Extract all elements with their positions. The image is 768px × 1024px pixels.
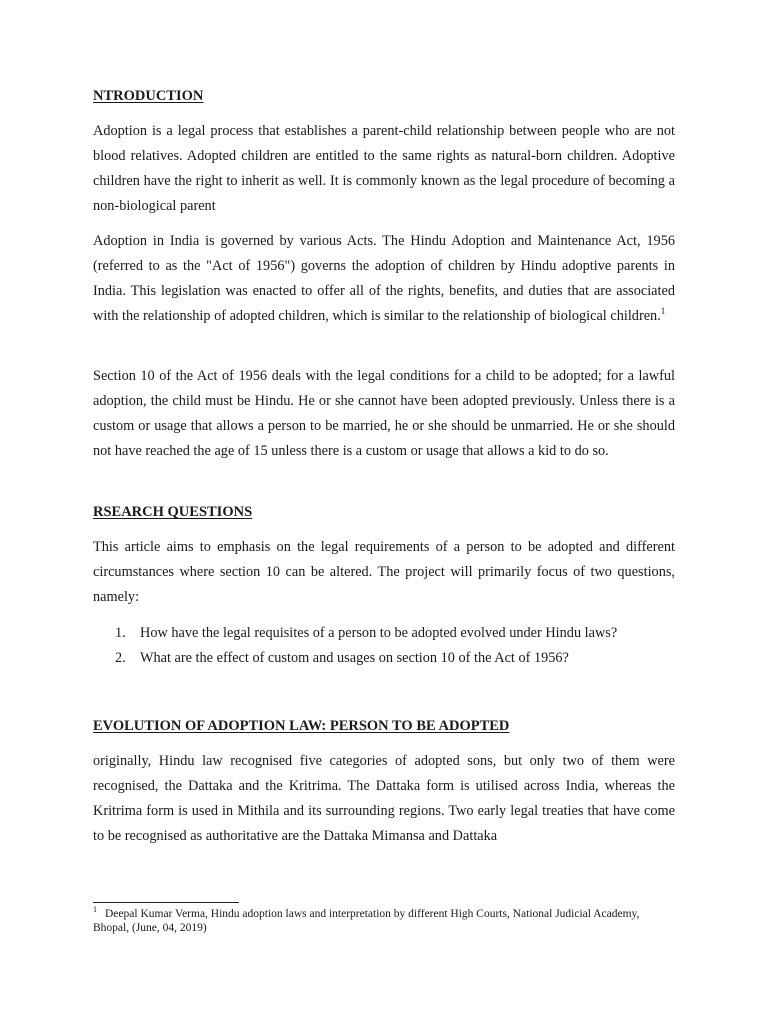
footnote-separator xyxy=(93,902,239,903)
introduction-heading: NTRODUCTION xyxy=(93,88,204,104)
intro-paragraph-2-text: Adoption in India is governed by various Acts. The Hindu Adoption and Maintenance Act, 1956 (referred to as the "Act of 1956") governs the adoption of children by Hindu adoptive parents in India. This legislation was enacted to offer all of the rights, benefits, and duties that are associated with the relationship of adopted children, which is similar to the relationship of biological children. xyxy=(93,233,675,324)
list-item xyxy=(93,646,675,671)
footnote-reference[interactable]: 1 xyxy=(660,306,666,317)
research-intro-paragraph: This article aims to emphasis on the legal requirements of a person to be adopted and different circumstances where section 10 can be altered. The project will primarily focus of two questions, namely: xyxy=(93,539,675,605)
list-item xyxy=(93,621,675,646)
list-item-text: What are the effect of custom and usages on section 10 of the Act of 1956? xyxy=(140,650,569,666)
footnote-text: Deepal Kumar Verma, Hindu adoption laws and interpretation by different High Courts, National Judicial Academy, Bhopal, (June, 04, 2019) xyxy=(93,908,640,934)
intro-paragraph-1: Adoption is a legal process that establishes a parent-child relationship between people who are not blood relatives. Adopted children are entitled to the same rights as natural-born children. Adoptive children have the right to inherit as well. It is commonly known as the legal procedure of becoming a non-biological parent xyxy=(93,123,675,214)
footnote xyxy=(93,907,675,935)
research-questions-heading: RSEARCH QUESTIONS xyxy=(93,504,253,520)
evolution-paragraph: originally, Hindu law recognised five categories of adopted sons, but only two of them were recognised, the Dattaka and the Kritrima. The Dattaka form is utilised across India, whereas the Kritrima form is used in Mithila and its surrounding regions. Two early legal treaties that have come to be recognised as authoritative are the Dattaka Mimansa and Dattaka xyxy=(93,753,675,844)
list-item-number: 1. xyxy=(115,625,126,641)
intro-paragraph-3: Section 10 of the Act of 1956 deals with the legal conditions for a child to be adopted; for a lawful adoption, the child must be Hindu. He or she cannot have been adopted previously. Unless there is a custom or usage that allows a person to be married, he or she should be unmarried. He or she should not have reached the age of 15 unless there is a custom or usage that allows a kid to do so. xyxy=(93,368,675,459)
evolution-heading: EVOLUTION OF ADOPTION LAW: PERSON TO BE ADOPTED xyxy=(93,718,510,734)
list-item-number: 2. xyxy=(115,650,126,666)
research-questions-list xyxy=(93,621,675,671)
list-item-text: How have the legal requisites of a person to be adopted evolved under Hindu laws? xyxy=(140,625,618,641)
footnote-marker: 1 xyxy=(93,905,97,915)
intro-paragraph-2 xyxy=(93,229,675,329)
